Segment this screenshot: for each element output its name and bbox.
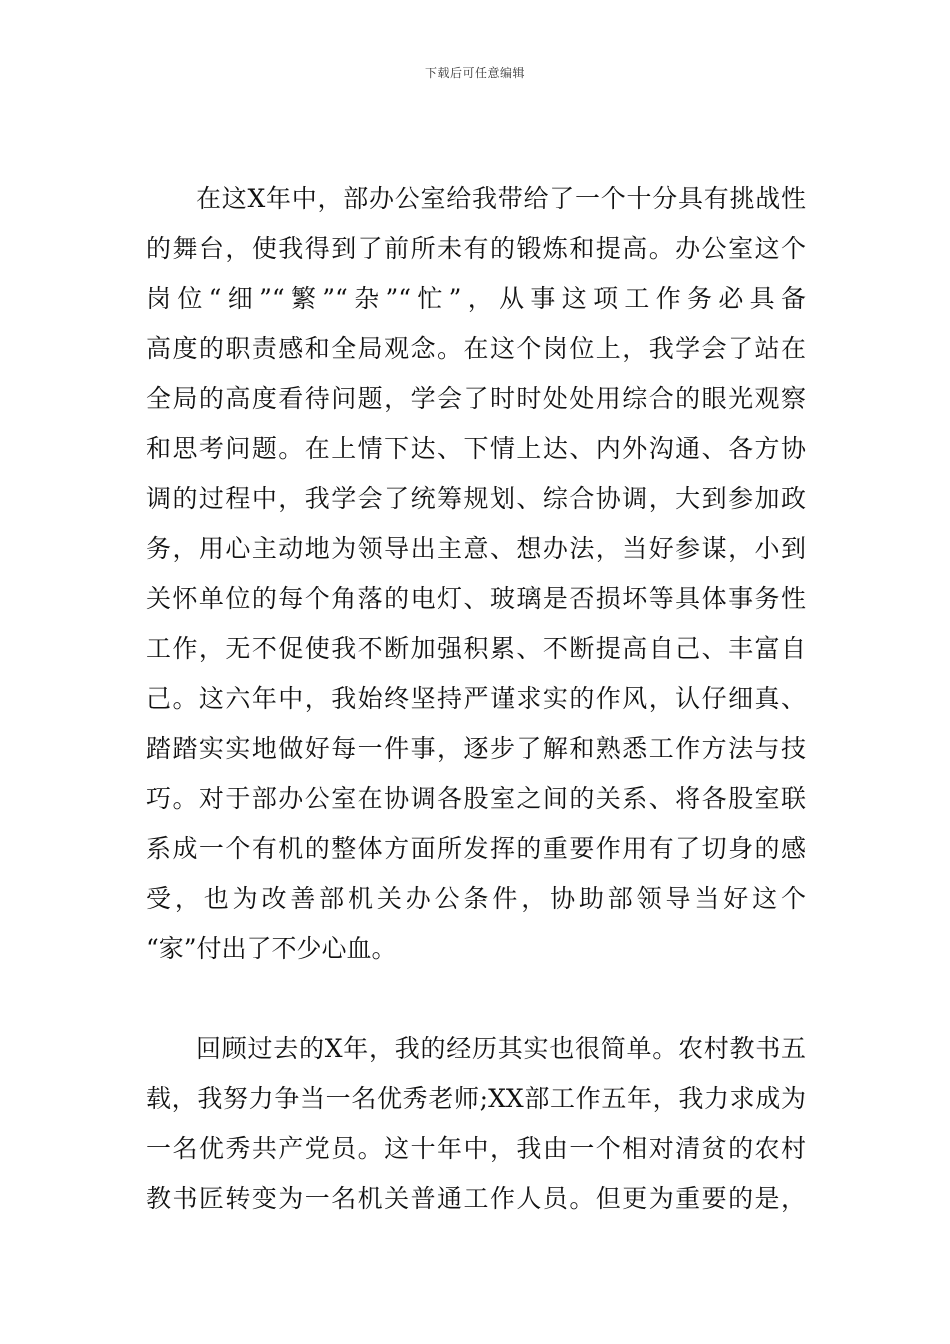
- text-line: 巧。对于部办公室在协调各股室之间的关系、将各股室联: [146, 784, 806, 813]
- page-header: 下载后可任意编辑: [424, 66, 525, 80]
- text-line: 系成一个有机的整体方面所发挥的重要作用有了切身的感: [146, 834, 806, 863]
- text-line: “家”付出了不少心血。: [146, 934, 397, 963]
- text-line: 回顾过去的X年，我的经历其实也很简单。农村教书五: [196, 1034, 806, 1063]
- text-line: 关怀单位的每个角落的电灯、玻璃是否损坏等具体事务性: [146, 584, 806, 613]
- text-line: 己。这六年中，我始终坚持严谨求实的作风，认仔细真、: [146, 684, 806, 713]
- text-line: 务，用心主动地为领导出主意、想办法，当好参谋，小到: [146, 534, 806, 563]
- paragraph-2: [146, 1024, 806, 1224]
- text-line: 教书匠转变为一名机关普通工作人员。但更为重要的是，: [146, 1184, 806, 1213]
- text-line: 受，也为改善部机关办公条件，协助部领导当好这个: [146, 884, 806, 913]
- text-line: 高度的职责感和全局观念。在这个岗位上，我学会了站在: [146, 334, 806, 363]
- text-line: 全局的高度看待问题，学会了时时处处用综合的眼光观察: [146, 384, 806, 413]
- text-line: 在这X年中，部办公室给我带给了一个十分具有挑战性: [196, 184, 806, 213]
- text-line: 岗位“细”“繁”“杂”“忙”，从事这项工作务必具备: [146, 284, 806, 313]
- text-line: 一名优秀共产党员。这十年中，我由一个相对清贫的农村: [146, 1134, 806, 1163]
- text-line: 和思考问题。在上情下达、下情上达、内外沟通、各方协: [146, 434, 806, 463]
- text-line: 载，我努力争当一名优秀老师;XX部工作五年，我力求成为: [146, 1084, 806, 1113]
- paragraph-1: [146, 174, 806, 974]
- text-line: 的舞台，使我得到了前所未有的锻炼和提高。办公室这个: [146, 234, 806, 263]
- text-line: 踏踏实实地做好每一件事，逐步了解和熟悉工作方法与技: [146, 734, 806, 763]
- text-line: 工作，无不促使我不断加强积累、不断提高自己、丰富自: [146, 634, 806, 663]
- text-line: 调的过程中，我学会了统筹规划、综合协调，大到参加政: [146, 484, 806, 513]
